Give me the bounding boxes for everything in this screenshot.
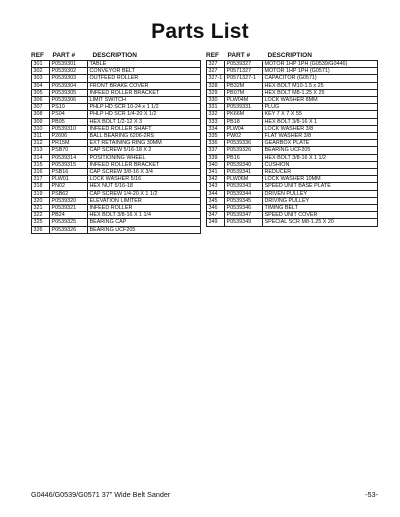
ref-cell: 307 xyxy=(32,104,50,111)
description-cell: REDUCER xyxy=(263,169,378,176)
ref-cell: 312 xyxy=(32,140,50,147)
part-number-cell: P0539326 xyxy=(225,147,263,154)
description-cell: CAP SCREW 1/4-20 X 1 1/2 xyxy=(88,190,201,197)
description-cell: GEARBOX PLATE xyxy=(263,140,378,147)
part-number-cell: P0539306 xyxy=(50,97,88,104)
ref-cell: 334 xyxy=(207,125,225,132)
table-row xyxy=(207,89,378,96)
part-number-cell: PS10 xyxy=(50,104,88,111)
description-cell: LIMIT SWITCH xyxy=(88,97,201,104)
description-cell: INFEED ROLLER BRACKET xyxy=(88,161,201,168)
description-cell: BEARING UCF205 xyxy=(263,147,378,154)
ref-cell: 306 xyxy=(32,97,50,104)
table-row xyxy=(207,212,378,219)
part-number-cell: P0539341 xyxy=(225,169,263,176)
table-row xyxy=(207,133,378,140)
table-row xyxy=(207,75,378,82)
ref-cell: 313 xyxy=(32,147,50,154)
table-row xyxy=(32,97,201,104)
part-number-cell: P0539326 xyxy=(50,226,88,233)
description-cell: HEX BOLT 3/8-16 X 1 xyxy=(263,118,378,125)
table-row xyxy=(32,197,201,204)
ref-cell: 316 xyxy=(32,169,50,176)
part-number-cell: PS04 xyxy=(50,111,88,118)
table-row xyxy=(32,176,201,183)
table-row xyxy=(32,212,201,219)
ref-cell: 308 xyxy=(32,111,50,118)
part-number-cell: P0539327 xyxy=(225,61,263,68)
table-row xyxy=(32,226,201,233)
table-row xyxy=(32,125,201,132)
ref-cell: 311 xyxy=(32,133,50,140)
ref-cell: 325 xyxy=(32,219,50,226)
desc-header: DESCRIPTION xyxy=(92,52,137,59)
table-row xyxy=(32,104,201,111)
ref-cell: 327 xyxy=(207,61,225,68)
ref-cell: 342 xyxy=(207,176,225,183)
part-number-cell: P0539344 xyxy=(225,190,263,197)
description-cell: HEX BOLT 3/8-16 X 1 1/2 xyxy=(263,154,378,161)
table-row xyxy=(32,133,201,140)
ref-cell: 341 xyxy=(207,169,225,176)
ref-cell: 322 xyxy=(32,212,50,219)
description-cell: OUTFEED ROLLER xyxy=(88,75,201,82)
table-row xyxy=(32,111,201,118)
table-row xyxy=(32,219,201,226)
part-number-cell: PB16 xyxy=(225,154,263,161)
part-number-cell: P0539310 xyxy=(50,125,88,132)
part-number-cell: PB18 xyxy=(225,118,263,125)
description-cell: CUSHION xyxy=(263,161,378,168)
ref-cell: 343 xyxy=(207,183,225,190)
parts-column-right xyxy=(206,52,378,227)
table-row xyxy=(207,147,378,154)
part-number-cell: PN02 xyxy=(50,183,88,190)
column-header xyxy=(206,52,378,60)
part-number-cell: PLW04M xyxy=(225,97,263,104)
table-row xyxy=(207,219,378,226)
ref-cell: 317 xyxy=(32,176,50,183)
part-number-cell: PLW06M xyxy=(225,176,263,183)
part-number-cell: PSB62 xyxy=(50,190,88,197)
part-number-cell: P0539336 xyxy=(225,140,263,147)
ref-cell: 301 xyxy=(32,61,50,68)
table-row xyxy=(207,118,378,125)
ref-cell: 345 xyxy=(207,197,225,204)
ref-cell: 329 xyxy=(207,89,225,96)
table-row xyxy=(32,61,201,68)
ref-cell: 303 xyxy=(32,75,50,82)
description-cell: HEX NUT 5/16-18 xyxy=(88,183,201,190)
part-number-cell: P0539343 xyxy=(225,183,263,190)
part-number-cell: PLW01 xyxy=(50,176,88,183)
table-row xyxy=(32,190,201,197)
part-number-cell: PB95 xyxy=(50,118,88,125)
description-cell: INFEED ROLLER SHAFT xyxy=(88,125,201,132)
table-row xyxy=(207,97,378,104)
ref-cell: 319 xyxy=(32,190,50,197)
table-row xyxy=(32,147,201,154)
description-cell: KEY 7 X 7 X 55 xyxy=(263,111,378,118)
table-row xyxy=(207,61,378,68)
description-cell: HEX BOLT 1/2-12 X 3 xyxy=(88,118,201,125)
part-header: PART # xyxy=(227,52,251,59)
table-row xyxy=(32,140,201,147)
description-cell: SPECIAL SCR M8-1.25 X 20 xyxy=(263,219,378,226)
ref-cell: 328 xyxy=(207,82,225,89)
part-number-cell: PR15M xyxy=(50,140,88,147)
description-cell: DRIVING PULLEY xyxy=(263,197,378,204)
part-number-cell: P0539346 xyxy=(225,205,263,212)
ref-cell: 320 xyxy=(32,197,50,204)
part-number-cell: P0539349 xyxy=(225,219,263,226)
description-cell: CAP SCREW 5/16-18 X 2 xyxy=(88,147,201,154)
part-number-cell: P0539305 xyxy=(50,89,88,96)
part-number-cell: P0539303 xyxy=(50,75,88,82)
ref-cell: 310 xyxy=(32,125,50,132)
table-row xyxy=(32,154,201,161)
description-cell: INFEED ROLLER BRACKET xyxy=(88,89,201,96)
ref-cell: 304 xyxy=(32,82,50,89)
description-cell: BEARING UCF205 xyxy=(88,226,201,233)
table-row xyxy=(207,104,378,111)
ref-cell: 347 xyxy=(207,212,225,219)
description-cell: CAPACITOR (G0571) xyxy=(263,75,378,82)
ref-cell: 335 xyxy=(207,133,225,140)
part-number-cell: P0539347 xyxy=(225,212,263,219)
description-cell: LOCK WASHER 8MM xyxy=(263,97,378,104)
ref-cell: 326 xyxy=(32,226,50,233)
description-cell: PHLP HD SCR 1/4-20 X 1/2 xyxy=(88,111,201,118)
description-cell: HEX BOLT M10-1.5 x 25 xyxy=(263,82,378,89)
table-row xyxy=(207,140,378,147)
ref-cell: 305 xyxy=(32,89,50,96)
table-row xyxy=(207,197,378,204)
table-row xyxy=(207,176,378,183)
ref-cell: 330 xyxy=(207,97,225,104)
part-number-cell: P0571327-1 xyxy=(225,75,263,82)
table-row xyxy=(207,161,378,168)
description-cell: HEX BOLT 3/8-16 X 1 1/4 xyxy=(88,212,201,219)
table-row xyxy=(207,169,378,176)
table-row xyxy=(207,183,378,190)
part-number-cell: P0539304 xyxy=(50,82,88,89)
part-number-cell: P0539301 xyxy=(50,61,88,68)
ref-cell: 332 xyxy=(207,111,225,118)
ref-cell: 331 xyxy=(207,104,225,111)
description-cell: PHLP HD SCR 10-24 x 1 1/2 xyxy=(88,104,201,111)
ref-cell: 302 xyxy=(32,68,50,75)
table-row xyxy=(32,205,201,212)
ref-cell: 340 xyxy=(207,161,225,168)
ref-cell: 333 xyxy=(207,118,225,125)
description-cell: TIMING BELT xyxy=(263,205,378,212)
part-number-cell: P0539340 xyxy=(225,161,263,168)
description-cell: BALL BEARING 6206-2RS xyxy=(88,133,201,140)
ref-cell: 315 xyxy=(32,161,50,168)
description-cell: POSITIONING WHEEL xyxy=(88,154,201,161)
part-number-cell: P0539320 xyxy=(50,197,88,204)
ref-cell: 336 xyxy=(207,140,225,147)
ref-cell: 346 xyxy=(207,205,225,212)
table-row xyxy=(32,89,201,96)
description-cell: FRONT BRAKE COVER xyxy=(88,82,201,89)
ref-cell: 327 xyxy=(207,68,225,75)
table-row xyxy=(32,75,201,82)
description-cell: MOTOR 1HP 1PH (G0571) xyxy=(263,68,378,75)
part-number-cell: PB24 xyxy=(50,212,88,219)
table-row xyxy=(32,68,201,75)
part-number-cell: P0539302 xyxy=(50,68,88,75)
part-number-cell: P0539314 xyxy=(50,154,88,161)
table-row xyxy=(32,183,201,190)
description-cell: ELEVATION LIMITER xyxy=(88,197,201,204)
description-cell: LOCK WASHER 10MM xyxy=(263,176,378,183)
ref-cell: 318 xyxy=(32,183,50,190)
description-cell: CAP SCREW 3/8-16 X 3/4 xyxy=(88,169,201,176)
table-row xyxy=(207,111,378,118)
table-row xyxy=(32,169,201,176)
part-number-cell: P0539331 xyxy=(225,104,263,111)
page-title: Parts List xyxy=(151,20,249,43)
description-cell: FLAT WASHER 3/8 xyxy=(263,133,378,140)
table-row xyxy=(32,161,201,168)
table-row xyxy=(32,82,201,89)
part-number-cell: PK66M xyxy=(225,111,263,118)
footer-page-number: -53- xyxy=(365,490,378,499)
part-number-cell: P0539321 xyxy=(50,205,88,212)
description-cell: PLUG xyxy=(263,104,378,111)
table-row xyxy=(207,68,378,75)
ref-cell: 349 xyxy=(207,219,225,226)
part-number-cell: PB07M xyxy=(225,89,263,96)
table-row xyxy=(207,125,378,132)
part-number-cell: PSB70 xyxy=(50,147,88,154)
part-number-cell: P0539315 xyxy=(50,161,88,168)
part-number-cell: PSB16 xyxy=(50,169,88,176)
description-cell: CONVEYOR BELT xyxy=(88,68,201,75)
table-row xyxy=(207,154,378,161)
ref-cell: 314 xyxy=(32,154,50,161)
description-cell: SPEED UNIT COVER xyxy=(263,212,378,219)
table-row xyxy=(207,205,378,212)
ref-cell: 337 xyxy=(207,147,225,154)
table-row xyxy=(207,82,378,89)
ref-cell: 339 xyxy=(207,154,225,161)
description-cell: LOCK WASHER 5/16 xyxy=(88,176,201,183)
ref-cell: 321 xyxy=(32,205,50,212)
part-number-cell: P0539325 xyxy=(50,219,88,226)
table-row xyxy=(32,118,201,125)
table-row xyxy=(207,190,378,197)
description-cell: HEX BOLT M8-1.25 X 25 xyxy=(263,89,378,96)
parts-column-left xyxy=(31,52,201,234)
part-number-cell: PLW04 xyxy=(225,125,263,132)
ref-cell: 344 xyxy=(207,190,225,197)
column-header xyxy=(31,52,201,60)
description-cell: DRIVEN PULLEY xyxy=(263,190,378,197)
description-cell: TABLE xyxy=(88,61,201,68)
part-number-cell: P0539345 xyxy=(225,197,263,204)
parts-table-left xyxy=(31,60,201,234)
description-cell: EXT RETAINING RING 30MM xyxy=(88,140,201,147)
parts-table-right xyxy=(206,60,378,227)
description-cell: BEARING CAP xyxy=(88,219,201,226)
part-header: PART # xyxy=(52,52,76,59)
footer-model-text: G0446/G0539/G0571 37" Wide Belt Sander xyxy=(31,490,171,499)
ref-header: REF xyxy=(206,52,219,59)
desc-header: DESCRIPTION xyxy=(267,52,312,59)
description-cell: SPEED UNIT BASE PLATE xyxy=(263,183,378,190)
part-number-cell: P2606 xyxy=(50,133,88,140)
part-number-cell: P0571327 xyxy=(225,68,263,75)
ref-cell: 309 xyxy=(32,118,50,125)
ref-cell: 327-1 xyxy=(207,75,225,82)
description-cell: LOCK WASHER 3/8 xyxy=(263,125,378,132)
part-number-cell: PW02 xyxy=(225,133,263,140)
part-number-cell: PB32M xyxy=(225,82,263,89)
description-cell: INFEED ROLLER xyxy=(88,205,201,212)
ref-header: REF xyxy=(31,52,44,59)
description-cell: MOTOR 1HP 1PH (G0539/G0446) xyxy=(263,61,378,68)
